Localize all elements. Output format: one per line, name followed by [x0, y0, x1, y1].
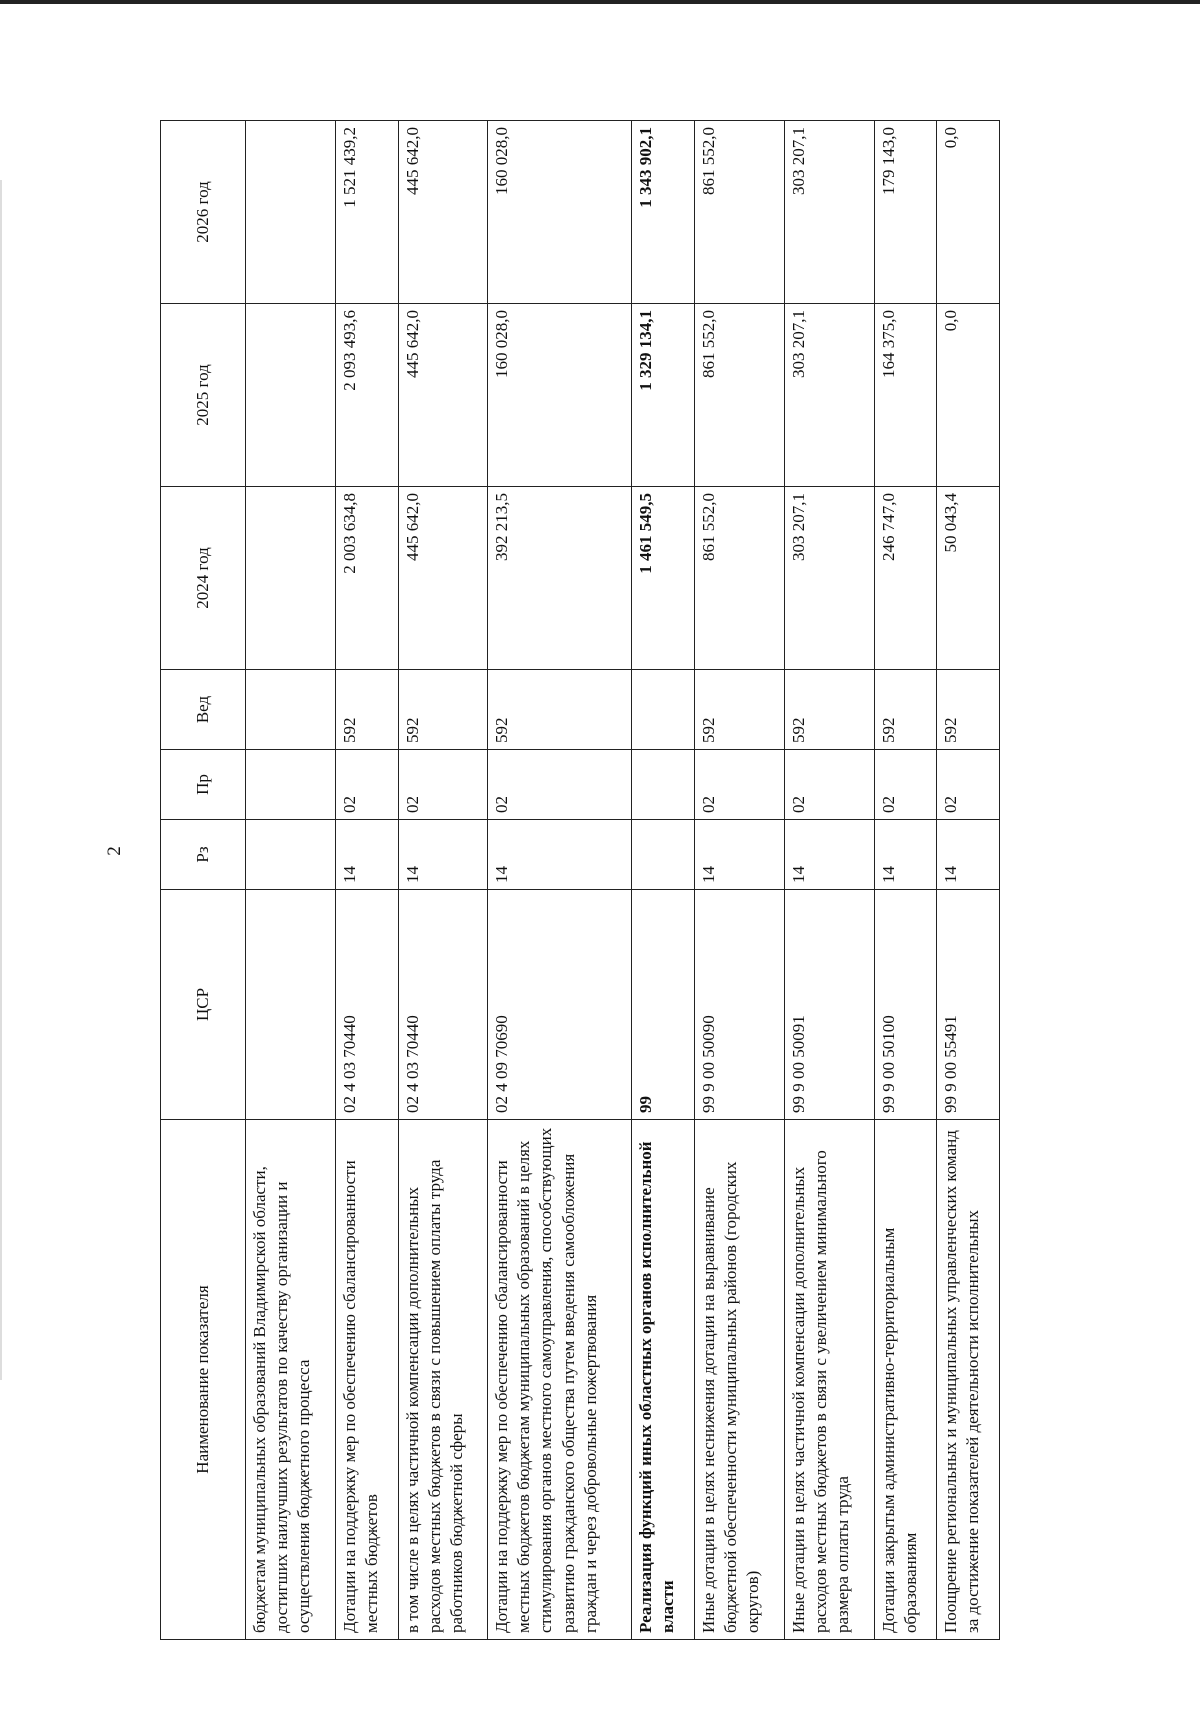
cell-name: Поощрение региональных и муниципальных управленческих команд за достижение показателей деятельности исполнительных — [937, 1120, 1000, 1640]
left-scan-edge — [0, 180, 2, 1380]
cell-name: Дотации закрытым административно-территориальным образованиям — [874, 1120, 937, 1640]
cell-rz: 14 — [784, 820, 874, 890]
cell-pr — [246, 750, 336, 820]
cell-2026: 179 143,0 — [874, 121, 937, 304]
top-scan-edge — [0, 0, 1200, 4]
cell-name: в том числе в целях частичной компенсации дополнительных расходов местных бюджетов в связи с повышением оплаты труда работников бюджетной сферы — [398, 1120, 488, 1640]
table-row — [694, 121, 784, 1640]
cell-2024: 50 043,4 — [937, 487, 1000, 670]
cell-2026: 1 521 439,2 — [335, 121, 398, 304]
cell-csr: 99 9 00 55491 — [937, 890, 1000, 1120]
cell-ved: 592 — [488, 670, 632, 750]
cell-pr — [632, 750, 695, 820]
table-row — [874, 121, 937, 1640]
header-2025: 2025 год — [161, 304, 246, 487]
cell-ved: 592 — [784, 670, 874, 750]
cell-2025: 445 642,0 — [398, 304, 488, 487]
cell-pr: 02 — [488, 750, 632, 820]
table-row — [246, 121, 336, 1640]
cell-2026: 1 343 902,1 — [632, 121, 695, 304]
table-row — [937, 121, 1000, 1640]
table-row — [632, 121, 695, 1640]
header-ved: Вед — [161, 670, 246, 750]
cell-2024: 246 747,0 — [874, 487, 937, 670]
cell-csr: 99 9 00 50090 — [694, 890, 784, 1120]
cell-csr: 02 4 03 70440 — [335, 890, 398, 1120]
rotated-table-container — [160, 120, 1000, 1640]
cell-name: Иные дотации в целях частичной компенсации дополнительных расходов местных бюджетов в связи с увеличением минимального размера оплаты труда — [784, 1120, 874, 1640]
cell-ved — [632, 670, 695, 750]
cell-rz: 14 — [398, 820, 488, 890]
cell-pr: 02 — [784, 750, 874, 820]
cell-pr: 02 — [694, 750, 784, 820]
cell-ved: 592 — [398, 670, 488, 750]
cell-2026: 445 642,0 — [398, 121, 488, 304]
cell-name: Дотации на поддержку мер по обеспечению сбалансированности местных бюджетов бюджетам муниципальных образований в целях стимулирования органов местного самоуправления, способствующих развитию гражданского общества путем введения самообложения граждан и через добровольные пожертвования — [488, 1120, 632, 1640]
cell-2025: 164 375,0 — [874, 304, 937, 487]
cell-2026 — [246, 121, 336, 304]
table-body — [246, 121, 1000, 1640]
cell-2024: 2 003 634,8 — [335, 487, 398, 670]
header-2026: 2026 год — [161, 121, 246, 304]
cell-2025: 1 329 134,1 — [632, 304, 695, 487]
cell-csr: 99 9 00 50091 — [784, 890, 874, 1120]
cell-ved — [246, 670, 336, 750]
table-header-row — [161, 121, 246, 1640]
cell-ved: 592 — [874, 670, 937, 750]
table-row — [398, 121, 488, 1640]
page-number: 2 — [103, 846, 125, 856]
cell-csr — [246, 890, 336, 1120]
cell-rz: 14 — [488, 820, 632, 890]
cell-2024: 1 461 549,5 — [632, 487, 695, 670]
cell-rz — [632, 820, 695, 890]
cell-2025: 861 552,0 — [694, 304, 784, 487]
cell-2025 — [246, 304, 336, 487]
cell-rz: 14 — [937, 820, 1000, 890]
cell-2026: 0,0 — [937, 121, 1000, 304]
header-rz: Рз — [161, 820, 246, 890]
cell-rz: 14 — [694, 820, 784, 890]
header-csr: ЦСР — [161, 890, 246, 1120]
budget-table — [160, 120, 1000, 1640]
cell-2024: 303 207,1 — [784, 487, 874, 670]
cell-name: Реализация функций иных областных органов исполнительной власти — [632, 1120, 695, 1640]
cell-csr: 02 4 09 70690 — [488, 890, 632, 1120]
cell-csr: 99 9 00 50100 — [874, 890, 937, 1120]
cell-name: Иные дотации в целях неснижения дотации на выравнивание бюджетной обеспеченности муниципальных районов (городских округов) — [694, 1120, 784, 1640]
cell-name: бюджетам муниципальных образований Владимирской области, достигших наилучших результатов по качеству организации и осуществления бюджетного процесса — [246, 1120, 336, 1640]
cell-2024 — [246, 487, 336, 670]
header-2024: 2024 год — [161, 487, 246, 670]
cell-2026: 861 552,0 — [694, 121, 784, 304]
cell-rz — [246, 820, 336, 890]
cell-2026: 303 207,1 — [784, 121, 874, 304]
cell-name: Дотации на поддержку мер по обеспечению сбалансированности местных бюджетов — [335, 1120, 398, 1640]
table-row — [335, 121, 398, 1640]
cell-2025: 303 207,1 — [784, 304, 874, 487]
cell-2024: 861 552,0 — [694, 487, 784, 670]
cell-csr: 02 4 03 70440 — [398, 890, 488, 1120]
cell-ved: 592 — [694, 670, 784, 750]
cell-ved: 592 — [335, 670, 398, 750]
header-pr: Пр — [161, 750, 246, 820]
cell-pr: 02 — [335, 750, 398, 820]
cell-pr: 02 — [874, 750, 937, 820]
cell-pr: 02 — [398, 750, 488, 820]
cell-2025: 160 028,0 — [488, 304, 632, 487]
table-row — [784, 121, 874, 1640]
cell-ved: 592 — [937, 670, 1000, 750]
cell-2024: 392 213,5 — [488, 487, 632, 670]
cell-rz: 14 — [335, 820, 398, 890]
cell-rz: 14 — [874, 820, 937, 890]
cell-2026: 160 028,0 — [488, 121, 632, 304]
cell-2025: 2 093 493,6 — [335, 304, 398, 487]
table-row — [488, 121, 632, 1640]
cell-pr: 02 — [937, 750, 1000, 820]
cell-csr: 99 — [632, 890, 695, 1120]
cell-2025: 0,0 — [937, 304, 1000, 487]
cell-2024: 445 642,0 — [398, 487, 488, 670]
header-name: Наименование показателя — [161, 1120, 246, 1640]
